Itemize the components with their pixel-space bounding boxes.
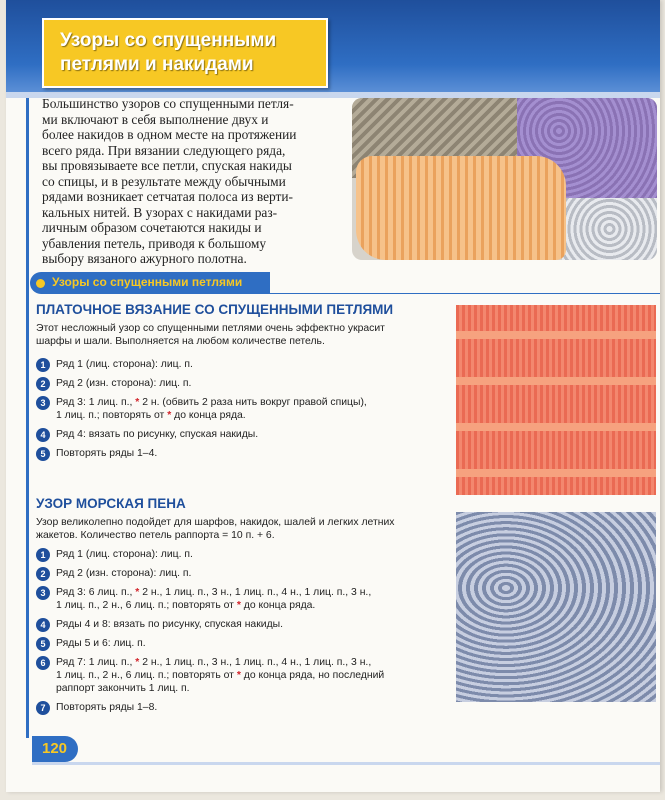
step — [36, 586, 451, 612]
page-title-line2: петлями и накидами — [60, 54, 254, 75]
page-title — [60, 29, 320, 77]
pattern1-title: ПЛАТОЧНОЕ ВЯЗАНИЕ СО СПУЩЕННЫМИ ПЕТЛЯМИ — [36, 302, 394, 317]
step-text: Ряд 1 (лиц. сторона): лиц. п. — [56, 359, 193, 370]
asterisk: * — [236, 670, 241, 681]
step — [36, 567, 451, 580]
step-text: до конца ряда. — [240, 600, 316, 611]
intro-line: убавления петель, приводя к большому — [42, 235, 267, 251]
step — [36, 396, 446, 422]
step — [36, 447, 446, 460]
section-heading: Узоры со спущенными петлями — [52, 275, 243, 289]
step-text-line — [56, 669, 451, 682]
step-number: 3 — [36, 396, 50, 410]
intro-line: выбору вязаного ажурного полотна. — [42, 251, 247, 266]
intro-line: вы провязываете все петли, спуская накиды — [42, 158, 292, 173]
step-text-line — [56, 409, 446, 422]
step-text-line: раппорт закончить 1 лиц. п. — [56, 683, 190, 694]
asterisk: * — [236, 600, 241, 611]
step-text: Ряд 2 (изн. сторона): лиц. п. — [56, 568, 192, 579]
intro-line: ми включают в себя выполнение двух и — [42, 111, 269, 127]
step-text: Ряд 3: 1 лиц. п., — [56, 397, 136, 408]
asterisk: * — [167, 410, 172, 421]
intro-line: со спицы, и в результате между обычными — [42, 173, 286, 189]
step-number: 1 — [36, 548, 50, 562]
blue-knit-sample-photo — [456, 512, 656, 702]
pattern1-desc-line: Этот несложный узор со спущенными петлями очень эффектно украсит — [36, 323, 385, 334]
pattern1-desc-line: шарфы и шали. Выполняется на любом количестве петель. — [36, 336, 325, 347]
step — [36, 358, 446, 371]
page-title-box — [42, 18, 328, 88]
step-text: Ряд 2 (изн. сторона): лиц. п. — [56, 378, 192, 389]
step — [36, 701, 451, 714]
step-text: до конца ряда, но последний — [240, 670, 385, 681]
page-number-tab — [32, 736, 78, 762]
step-text: до конца ряда. — [171, 410, 246, 421]
step-text: 2 н., 1 лиц. п., 3 н., 1 лиц. п., 4 н., 1 лиц. п., 3 н., — [139, 657, 372, 668]
step — [36, 428, 446, 441]
page-number: 120 — [42, 740, 68, 757]
step — [36, 656, 451, 695]
intro-line: кальных нитей. В узорах с накидами раз- — [42, 204, 278, 220]
intro-line: Большинство узоров со спущенными петля- — [42, 96, 294, 111]
page — [6, 0, 660, 792]
left-margin-rule — [26, 98, 29, 738]
step-number: 5 — [36, 637, 50, 651]
step-text: 1 лиц. п., 2 н., 6 лиц. п.; повторять от — [56, 600, 237, 611]
red-knit-sample-photo — [456, 305, 656, 495]
step-text-line — [56, 586, 451, 599]
step-text: 1 лиц. п., 2 н., 6 лиц. п.; повторять от — [56, 670, 237, 681]
intro-line: всего ряда. При вязании следующего ряда, — [42, 142, 286, 158]
step-number: 4 — [36, 618, 50, 632]
asterisk: * — [135, 587, 140, 598]
asterisk: * — [135, 657, 140, 668]
step — [36, 548, 451, 561]
step-number: 2 — [36, 567, 50, 581]
step-text: Ряды 4 и 8: вязать по рисунку, спуская накиды. — [56, 619, 283, 630]
step-text: Ряд 7: 1 лиц. п., — [56, 657, 136, 668]
light-grey-swatch — [562, 198, 657, 260]
pattern2-desc-line: жакетов. Количество петель раппорта = 10 п. + 6. — [36, 530, 275, 541]
step-text: Ряд 1 (лиц. сторона): лиц. п. — [56, 549, 193, 560]
step-text-line — [56, 599, 451, 612]
intro-line: личным образом сочетаются накиды и — [42, 220, 262, 235]
intro-paragraph — [42, 96, 352, 267]
page-title-line1: Узоры со спущенными — [60, 30, 277, 51]
step-text-line — [56, 396, 446, 409]
yarn-samples-photo — [352, 98, 657, 260]
orange-swatch — [356, 156, 566, 260]
step-text: Повторять ряды 1–4. — [56, 448, 158, 459]
step-number: 7 — [36, 701, 50, 715]
asterisk: * — [135, 397, 140, 408]
step-text: 1 лиц. п.; повторять от — [56, 410, 168, 421]
step-number: 6 — [36, 656, 50, 670]
step-number: 4 — [36, 428, 50, 442]
step-text-line — [56, 656, 451, 669]
step-number: 2 — [36, 377, 50, 391]
pattern2-description — [36, 516, 451, 542]
step — [36, 637, 451, 650]
intro-line: рядами возникает сетчатая полоса из верти- — [42, 189, 294, 204]
step — [36, 377, 446, 390]
section-heading-bar — [30, 272, 270, 294]
step-number: 5 — [36, 447, 50, 461]
section-underline — [270, 293, 660, 294]
pattern1-description — [36, 322, 446, 348]
step-text: Ряд 3: 6 лиц. п., — [56, 587, 136, 598]
pattern1-steps — [36, 358, 446, 460]
step-text: Ряды 5 и 6: лиц. п. — [56, 638, 146, 649]
pattern2-steps — [36, 548, 451, 714]
bottom-strip — [32, 762, 660, 765]
step-text: Повторять ряды 1–8. — [56, 702, 158, 713]
pattern2-desc-line: Узор великолепно подойдет для шарфов, накидок, шалей и легких летних — [36, 517, 395, 528]
intro-line: более накидов в одном месте на протяжении — [42, 127, 297, 142]
step-text: 2 н., 1 лиц. п., 3 н., 1 лиц. п., 4 н., 1 лиц. п., 3 н., — [139, 587, 372, 598]
step-text: 2 н. (обвить 2 раза нить вокруг правой спицы), — [139, 397, 367, 408]
step-number: 1 — [36, 358, 50, 372]
step — [36, 618, 451, 631]
step-number: 3 — [36, 586, 50, 600]
pattern2-title: УЗОР МОРСКАЯ ПЕНА — [36, 496, 186, 511]
section-bullet — [36, 279, 45, 288]
step-text: Ряд 4: вязать по рисунку, спуская накиды. — [56, 429, 259, 440]
